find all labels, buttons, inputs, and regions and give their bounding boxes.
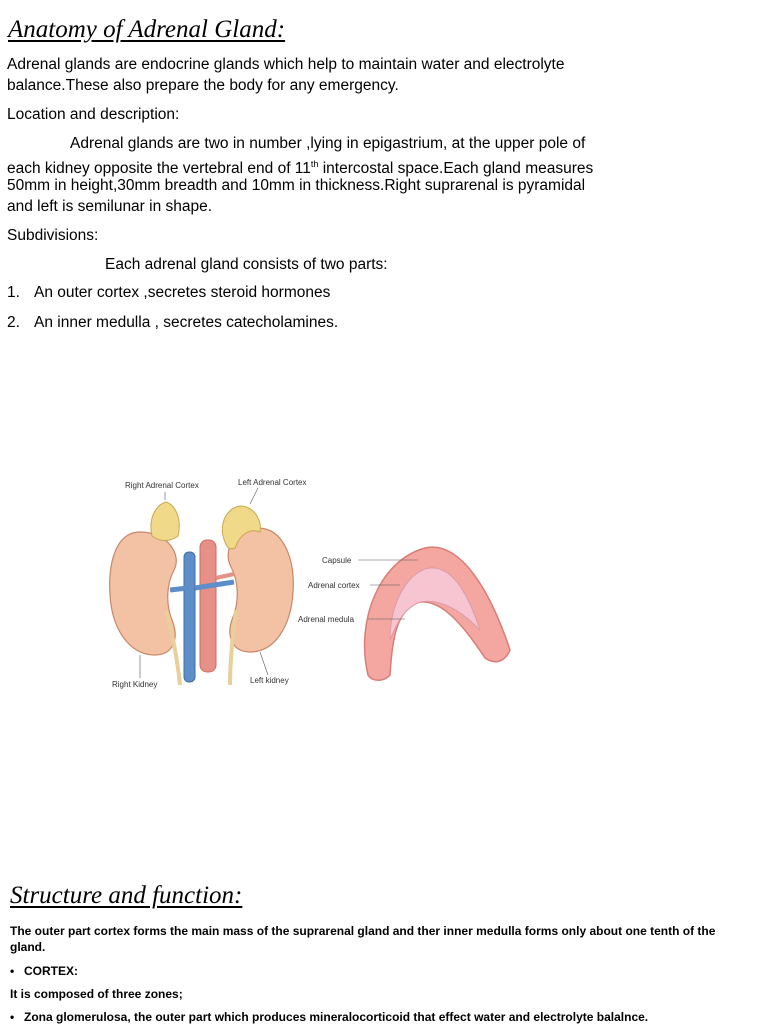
zones-intro: It is composed of three zones; [10, 987, 183, 1001]
list-number: 1. [7, 284, 20, 301]
list-text: An inner medulla , secretes catecholamines. [34, 314, 339, 331]
bullet-text: Zona glomerulosa, the outer part which produces mineralocorticoid that effect water and electrolyte balalnce. [24, 1010, 649, 1024]
label-adrenal-cortex: Adrenal cortex [308, 581, 360, 590]
subdivisions-intro: Each adrenal gland consists of two parts: [105, 256, 388, 273]
adrenal-figure [100, 470, 520, 700]
intro-paragraph: Adrenal glands are endocrine glands which help to maintain water and electrolyte balance.These also prepare the body for any emergency. [7, 56, 565, 94]
left-kidney-shape [228, 528, 293, 652]
list-text: An outer cortex ,secretes steroid hormones [34, 284, 331, 301]
bullet-item [10, 1009, 648, 1025]
label-right-adrenal-cortex: Right Adrenal Cortex [125, 481, 199, 490]
location-line-2-a: each kidney opposite the vertebral end of 11 [7, 160, 311, 178]
label-right-kidney: Right Kidney [112, 680, 158, 689]
superscript-th: th [310, 159, 319, 169]
location-line-3: 50mm in height,30mm breadth and 10mm in thickness.Right suprarenal is pyramidal [7, 177, 586, 194]
bullet-dot: • [10, 1010, 15, 1024]
subdivisions-heading: Subdivisions: [7, 227, 99, 244]
list-item [7, 282, 330, 303]
renal-artery-left [216, 574, 234, 578]
structure-paragraph: The outer part cortex forms the main mass of the suprarenal gland and ther inner medulla forms only about one tenth of the gland. [10, 924, 716, 954]
list-item [7, 312, 338, 333]
vena-cava-shape [184, 552, 195, 682]
bullet-item [10, 963, 78, 979]
label-left-adrenal-cortex: Left Adrenal Cortex [238, 478, 307, 487]
bullet-dot: • [10, 964, 15, 978]
location-heading: Location and description: [7, 106, 180, 123]
location-line-1: Adrenal glands are two in number ,lying in epigastrium, at the upper pole of [70, 135, 586, 152]
cross-section-illustration [298, 547, 510, 680]
label-adrenal-medula: Adrenal medula [298, 615, 355, 624]
label-left-kidney: Left kidney [250, 676, 289, 685]
bullet-text: CORTEX: [24, 964, 78, 978]
location-line-4: and left is semilunar in shape. [7, 198, 213, 215]
label-capsule: Capsule [322, 556, 352, 565]
right-adrenal-shape [151, 502, 179, 541]
renal-vein-right [170, 588, 188, 590]
section-title-structure: Structure and function: [10, 882, 243, 909]
right-kidney-shape [110, 532, 177, 655]
cortex-shape [365, 547, 510, 680]
location-line-2-b: intercostal space.Each gland measures [318, 160, 594, 178]
page-title: Anatomy of Adrenal Gland: [8, 16, 286, 43]
aorta-shape [200, 540, 216, 672]
kidneys-illustration [110, 478, 307, 689]
list-number: 2. [7, 314, 20, 331]
